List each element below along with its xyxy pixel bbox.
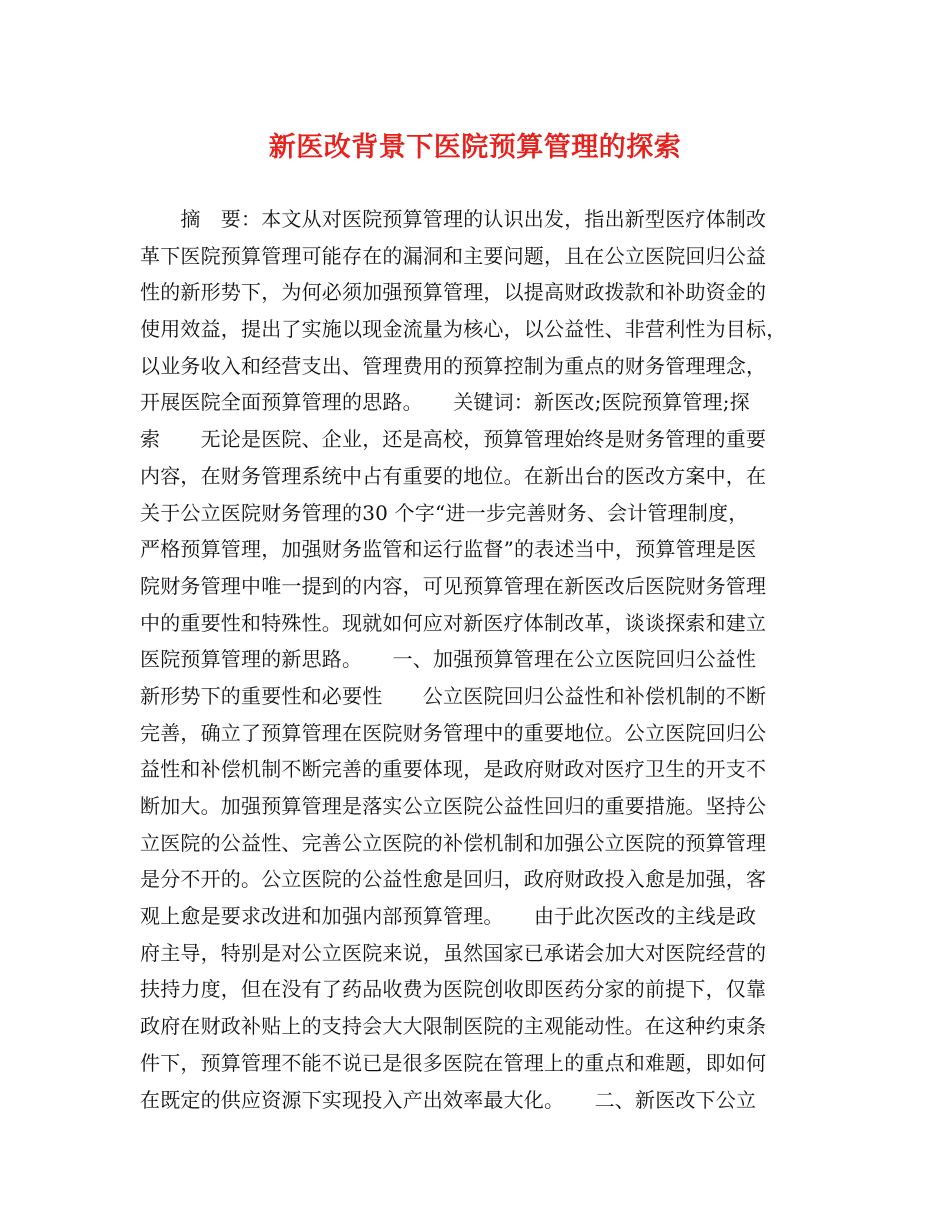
body-line: 件下，预算管理不能不说已是很多医院在管理上的重点和难题，即如何 [140, 1050, 767, 1075]
body-line: 完善，确立了预算管理在医院财务管理中的重要地位。公立医院回归公 [140, 720, 767, 745]
body-line: 关于公立医院财务管理的30 个字“进一步完善财务、会计管理制度， [140, 500, 749, 525]
body-line: 立医院的公益性、完善公立医院的补偿机制和加强公立医院的预算管理 [140, 830, 767, 855]
document-title: 新医改背景下医院预算管理的探索 [268, 132, 682, 163]
body-line: 以业务收入和经营支出、管理费用的预算控制为重点的财务管理理念， [140, 353, 767, 378]
body-line: 府主导，特别是对公立医院来说，虽然国家已承诺会加大对医院经营的 [140, 940, 767, 965]
body-line: 开展医院全面预算管理的思路。 关键词：新医改;医院预算管理;探 [140, 390, 750, 415]
body-line: 革下医院预算管理可能存在的漏洞和主要问题，且在公立医院回归公益 [140, 243, 767, 268]
body-line: 摘 要：本文从对医院预算管理的认识出发，指出新型医疗体制改 [140, 207, 767, 231]
body-line: 索 无论是医院、企业，还是高校，预算管理始终是财务管理的重要 [140, 427, 767, 452]
body-line: 内容，在财务管理系统中占有重要的地位。在新出台的医改方案中，在 [140, 463, 767, 488]
body-line: 政府在财政补贴上的支持会大大限制医院的主观能动性。在这种约束条 [140, 1014, 767, 1039]
body-line: 严格预算管理，加强财务监管和运行监督”的表述当中，预算管理是医 [140, 537, 757, 562]
body-line: 性的新形势下，为何必须加强预算管理，以提高财政拨款和补助资金的 [140, 280, 767, 305]
body-line: 院财务管理中唯一提到的内容，可见预算管理在新医改后医院财务管理 [140, 573, 767, 598]
body-line: 中的重要性和特殊性。现就如何应对新医疗体制改革，谈谈探索和建立 [140, 610, 767, 635]
body-line: 扶持力度，但在没有了药品收费为医院创收即医药分家的前提下，仅靠 [140, 977, 767, 1002]
body-line: 观上愈是要求改进和加强内部预算管理。 由于此次医改的主线是政 [140, 904, 757, 929]
body-line: 使用效益，提出了实施以现金流量为核心，以公益性、非营利性为目标， [140, 317, 787, 342]
body-line: 新形势下的重要性和必要性 公立医院回归公益性和补偿机制的不断 [140, 683, 767, 708]
body-line: 医院预算管理的新思路。 一、加强预算管理在公立医院回归公益性 [140, 647, 757, 672]
body-line: 是分不开的。公立医院的公益性愈是回归，政府财政投入愈是加强，客 [140, 867, 767, 892]
body-line: 在既定的供应资源下实现投入产出效率最大化。 二、新医改下公立 [140, 1087, 757, 1112]
body-line: 断加大。加强预算管理是落实公立医院公益性回归的重要措施。坚持公 [140, 794, 767, 818]
document-body [140, 201, 820, 1118]
body-line: 益性和补偿机制不断完善的重要体现，是政府财政对医疗卫生的开支不 [140, 757, 767, 782]
